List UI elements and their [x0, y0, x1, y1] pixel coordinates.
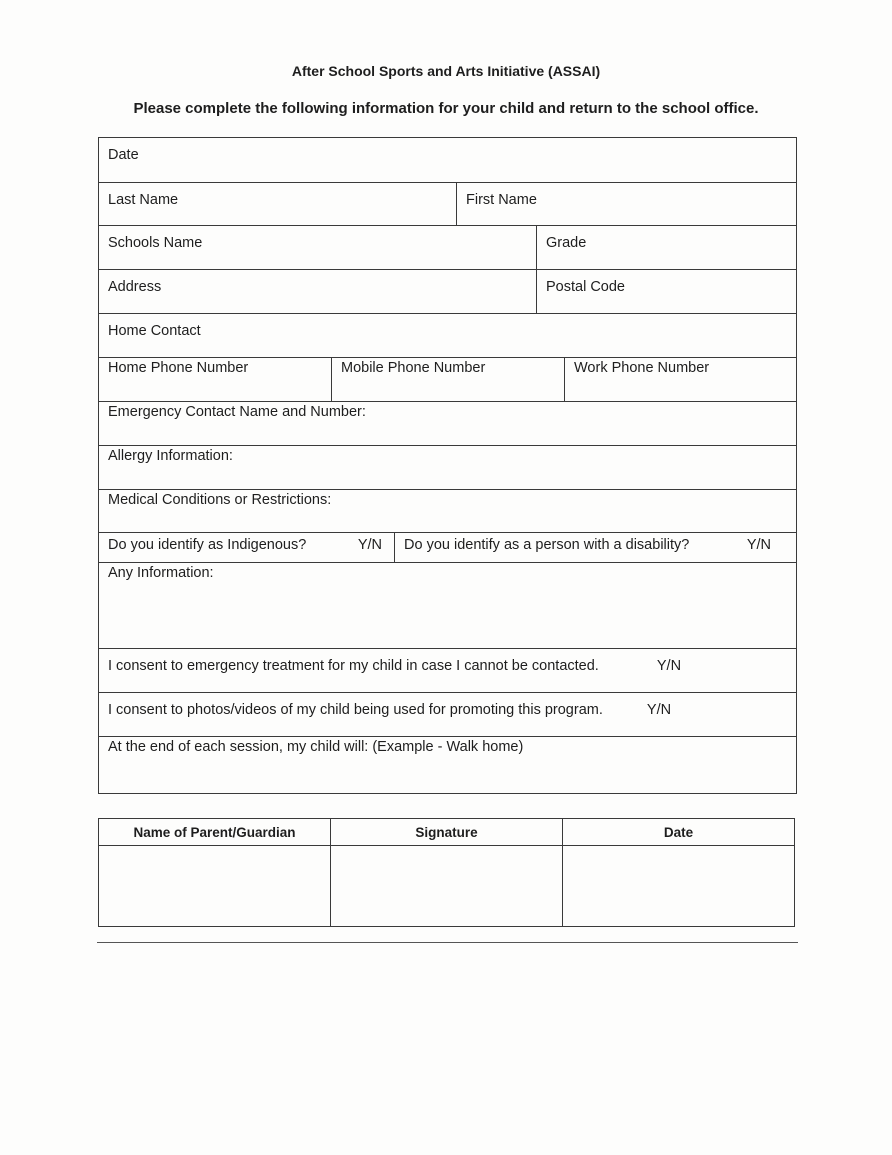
row-phones [99, 357, 796, 401]
row-any-info [99, 562, 796, 648]
signature-header: Signature [331, 819, 563, 846]
postal-code-label: Postal Code [546, 279, 625, 295]
emergency-contact-field[interactable] [99, 402, 796, 445]
parent-name-header: Name of Parent/Guardian [99, 819, 331, 846]
consent-photos-label: I consent to photos/videos of my child being used for promoting this program. [108, 702, 603, 718]
grade-field[interactable] [536, 226, 796, 269]
mobile-phone-label: Mobile Phone Number [341, 360, 486, 376]
signature-input-row [99, 846, 795, 927]
row-identity [99, 532, 796, 562]
work-phone-field[interactable] [564, 358, 796, 401]
row-allergy [99, 445, 796, 489]
home-contact-label: Home Contact [108, 323, 201, 339]
indigenous-yn[interactable]: Y/N [357, 537, 382, 553]
first-name-label: First Name [466, 192, 537, 208]
sign-date-header: Date [563, 819, 795, 846]
consent-treatment-yn[interactable]: Y/N [656, 658, 682, 674]
last-name-field[interactable] [99, 183, 456, 225]
any-info-field[interactable] [99, 563, 796, 648]
address-label: Address [108, 279, 162, 295]
grade-label: Grade [546, 235, 587, 251]
any-info-label: Any Information: [108, 565, 214, 581]
date-label: Date [108, 147, 139, 163]
allergy-label: Allergy Information: [108, 448, 233, 464]
form-title: After School Sports and Arts Initiative (ASSAI) [291, 63, 601, 79]
allergy-field[interactable] [99, 446, 796, 489]
consent-photos-yn[interactable]: Y/N [646, 702, 672, 718]
last-name-label: Last Name [108, 192, 179, 208]
sign-date-cell[interactable] [563, 846, 795, 927]
row-home-contact [99, 313, 796, 357]
registration-form [98, 137, 797, 794]
consent-photos-field[interactable] [99, 693, 796, 736]
mobile-phone-field[interactable] [331, 358, 564, 401]
consent-treatment-label: I consent to emergency treatment for my child in case I cannot be contacted. [108, 658, 599, 674]
end-session-field[interactable] [99, 737, 796, 793]
row-emergency [99, 401, 796, 445]
row-date [99, 138, 796, 182]
row-medical [99, 489, 796, 532]
first-name-field[interactable] [456, 183, 796, 225]
disability-question: Do you identify as a person with a disability? [404, 537, 690, 553]
signature-cell[interactable] [331, 846, 563, 927]
signature-table [98, 818, 795, 927]
date-field[interactable] [99, 138, 796, 182]
medical-field[interactable] [99, 490, 796, 532]
postal-code-field[interactable] [536, 270, 796, 313]
row-consent-photos [99, 692, 796, 736]
parent-name-cell[interactable] [99, 846, 331, 927]
row-end-session [99, 736, 796, 793]
disability-field[interactable] [394, 533, 796, 562]
emergency-contact-label: Emergency Contact Name and Number: [108, 404, 366, 420]
bottom-divider [97, 942, 798, 943]
work-phone-label: Work Phone Number [574, 360, 710, 376]
indigenous-field[interactable] [99, 533, 394, 562]
end-session-label: At the end of each session, my child will: (Example - Walk home) [108, 739, 524, 755]
row-names [99, 182, 796, 225]
school-name-label: Schools Name [108, 235, 203, 251]
home-phone-label: Home Phone Number [108, 360, 249, 376]
school-name-field[interactable] [99, 226, 536, 269]
form-subtitle: Please complete the following information for your child and return to the school office. [133, 100, 759, 117]
address-field[interactable] [99, 270, 536, 313]
consent-treatment-field[interactable] [99, 649, 796, 692]
medical-label: Medical Conditions or Restrictions: [108, 492, 332, 508]
row-consent-treatment [99, 648, 796, 692]
home-phone-field[interactable] [99, 358, 331, 401]
indigenous-question: Do you identify as Indigenous? [108, 537, 307, 553]
signature-header-row [99, 819, 795, 846]
row-school [99, 225, 796, 269]
disability-yn[interactable]: Y/N [746, 537, 771, 553]
row-address [99, 269, 796, 313]
home-contact-field[interactable] [99, 314, 796, 357]
